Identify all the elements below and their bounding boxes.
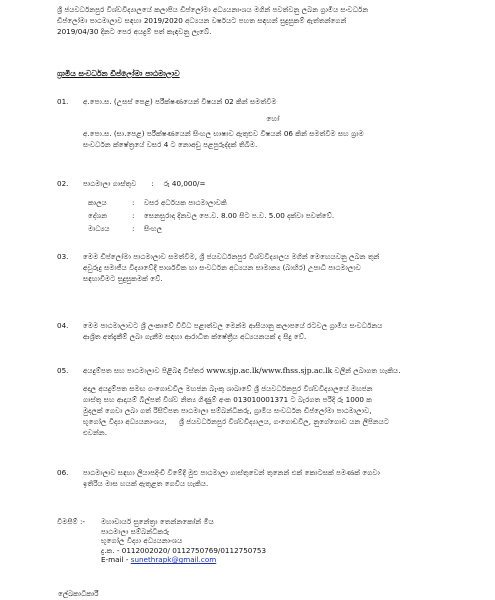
item05-line-3: ගාස්තු සහ ආදායම් බිල්පත් විශ්ව නිත්‍ය ගිණුම් අංක 013010001371 ට බැරගත පරිදි රු 1000 ක (83, 394, 373, 404)
requirement-item-02 (57, 178, 463, 189)
fee-colon: : (151, 179, 154, 188)
item03-line-1: මෙම ඩිප්ලෝමා පාඨමාලාව සමත්වීම, ශ්‍රී ජයවර්ධනපුර විශ්වවිද්‍යාලය මගින් මෙහෙයවනු ලබන තුන් (83, 252, 380, 261)
item-number: 04. (57, 321, 69, 330)
item04-line-1: මෙම පාඨමාලාවට ශ්‍රී ලංකාවේ විවිධ පළාත්වල මෙන්ම ආසියානු කලාපයේ රටවල ග්‍රාමීය සංවර්ධනය (83, 321, 383, 330)
item-number: 05. (57, 366, 69, 375)
fee-amount: රු 1000 ක (337, 394, 373, 404)
item01-line-2: අ.පො.ස. (සා.පෙළ) පරීක්ෂණයෙන් සිංහල භාෂාව ඇතුළුව විෂයන් 06 කින් සමත්වීම සහ ග්‍රාම (83, 129, 364, 139)
intro-line-2: ඩිප්ලෝමා පාඨමාලාව සඳහා 2019/2020 අධ්‍යයන වර්ෂයට පහත සඳහන් සුදුසුකම් ඇත්තන්ගෙන් (57, 16, 347, 26)
footer-signature: ලේඛකාධිකාරී (58, 590, 99, 598)
contact-name: මහාචාර්ය සුනේත්‍රා තෙන්නකෝන් මිය (101, 517, 214, 526)
section-title: ග්‍රාමීය සංවර්ධන ඩිප්ලෝමා පාඨමාලාව (57, 69, 180, 78)
contact-department: භූගෝල විද්‍යා අධ්‍යයනාංශය (101, 536, 183, 545)
item04-line-2: ආශ්‍රිත අත්දැකීම් ලබා ගැනීම සඳහා ආරාධිත ක්ෂේත්‍රීය අධ්‍යයනයක් ද සිදු වේ. (83, 332, 307, 342)
requirement-item-01 (57, 96, 463, 151)
item-number: 03. (57, 252, 69, 261)
item03-line-2: අවුරුදු සමාජීය විද්‍යාවේදී පාර්ශවික හා සංවර්ධන අධ්‍යයන සාමාන්‍ය (බාහිර) උපාධි පාඨමාලාව (83, 263, 361, 273)
requirement-item-05 (57, 365, 463, 439)
contact-role: පාඨමාලා සම්බන්ධීකරු (101, 526, 170, 536)
item03-line-3: සඳහාවිමට සුදුසුකමක් වේ. (83, 274, 163, 284)
item01-line-1: අ.පො.ස. (උසස් පෙළ) පරීක්ෂණයෙන් විෂයන් 02 කින් සමත්වීම (83, 97, 277, 106)
contact-block (57, 516, 357, 564)
item-number: 02. (57, 179, 69, 188)
contact-email-link[interactable]: sunethrapk@gmail.com (130, 555, 217, 564)
intro-paragraph (57, 4, 457, 37)
detail-row-medium: මාධ්‍යය : සිංහල (88, 224, 163, 233)
item-number: 01. (57, 97, 69, 106)
intro-line-3: 2019/04/30 දිනට පෙර අයදුම් පත් කැඳවනු ලැබේ. (57, 27, 212, 37)
item05-line-6: එවන්න. (83, 428, 107, 438)
item06-line-1: පාඨමාලාව සඳහා ලියාපදිංචි වීමේදී මුළු පාඨමාලා ගාස්තුවෙන් තුනෙන් එක් කොටසක් පමණක් ගෙවා (83, 468, 380, 477)
detail-row-lectures: දේශන : සෙනසුරාදා දිනවල පෙ.ව. 8.00 සිට ප.ව. 5.00 දක්වා පවත්වේ. (88, 211, 335, 220)
website-link-fhss[interactable]: www.fhss.sjp.ac.lk (261, 366, 333, 375)
item01-line-3: සංවර්ධන ක්ෂේත්‍රයේ වසර 4 ට නොඅඩු පළපුරුද්දක් තිබීම. (83, 140, 258, 150)
contact-phone: දු.ක. - 0112002020/ 0112750769/0112750753 (101, 545, 267, 555)
item05-line-5: භූගෝල විද්‍යා අධ්‍යයනාංශය, ශ්‍රී ජයවර්ධනපුර විශ්වවිද්‍යාලය, ගංගොඩවිල, නුගේගොඩ යන ලිපිනයට (83, 417, 390, 427)
contact-label: විමසීම් :- (57, 517, 85, 526)
contact-email-row: E-mail - sunethrapk@gmail.com (101, 555, 217, 564)
requirement-item-03 (57, 251, 463, 284)
fee-label: පාඨමාලා ගාස්තුව (83, 179, 137, 188)
requirement-item-06 (57, 467, 463, 489)
item05-line-1: අයදුම්පත සහ පාඨමාලාව පිළිබඳ විස්තර www.sjp.ac.lk/www.fhss.sjp.ac.lk වලින් ලබාගත හැකිය. (83, 366, 401, 375)
website-link-sjp[interactable]: www.sjp.ac.lk (206, 366, 259, 375)
course-details (88, 197, 334, 236)
account-number: 013010001371 (233, 394, 289, 404)
intro-line-1: ශ්‍රී ජයවර්ධනපුර විශ්වවිද්‍යාලයේ කලාපීය ඩිප්ලෝමා අධ්‍යයනාංශය මගින් පවත්වනු ලබන ග්‍රාමීය සංවර්ධන (57, 5, 369, 14)
detail-row-duration: කාලය : වසර අර්ධයක පාඨමාලාවකි (88, 198, 227, 207)
item-number: 06. (57, 468, 69, 477)
requirement-item-04 (57, 320, 463, 342)
fee-row (83, 178, 463, 189)
item05-line-4: මුදලක් ගෙවා ලබා ගත් රිසිට්පත පාඨමාලා සම්බන්ධීකරු, ග්‍රාමීය සංවර්ධන ඩිප්ලෝමා පාඨමාලාව, (83, 406, 372, 416)
item01-or: හෝ (266, 114, 280, 124)
item06-line-2: ඉතිරිය මාස හයක් ඇතුළත ගෙවිය හැකිය. (83, 479, 209, 489)
fee-value: රු 40,000/= (163, 179, 206, 188)
item05-line-2: අදාල අයදුම්පත සමඟ ගංගොඩවිල මහජන බැංකු ශාඛාවේ ශ්‍රී ජයවර්ධනපුර විශ්වවිද්‍යාලයේ මහජන (83, 383, 373, 393)
